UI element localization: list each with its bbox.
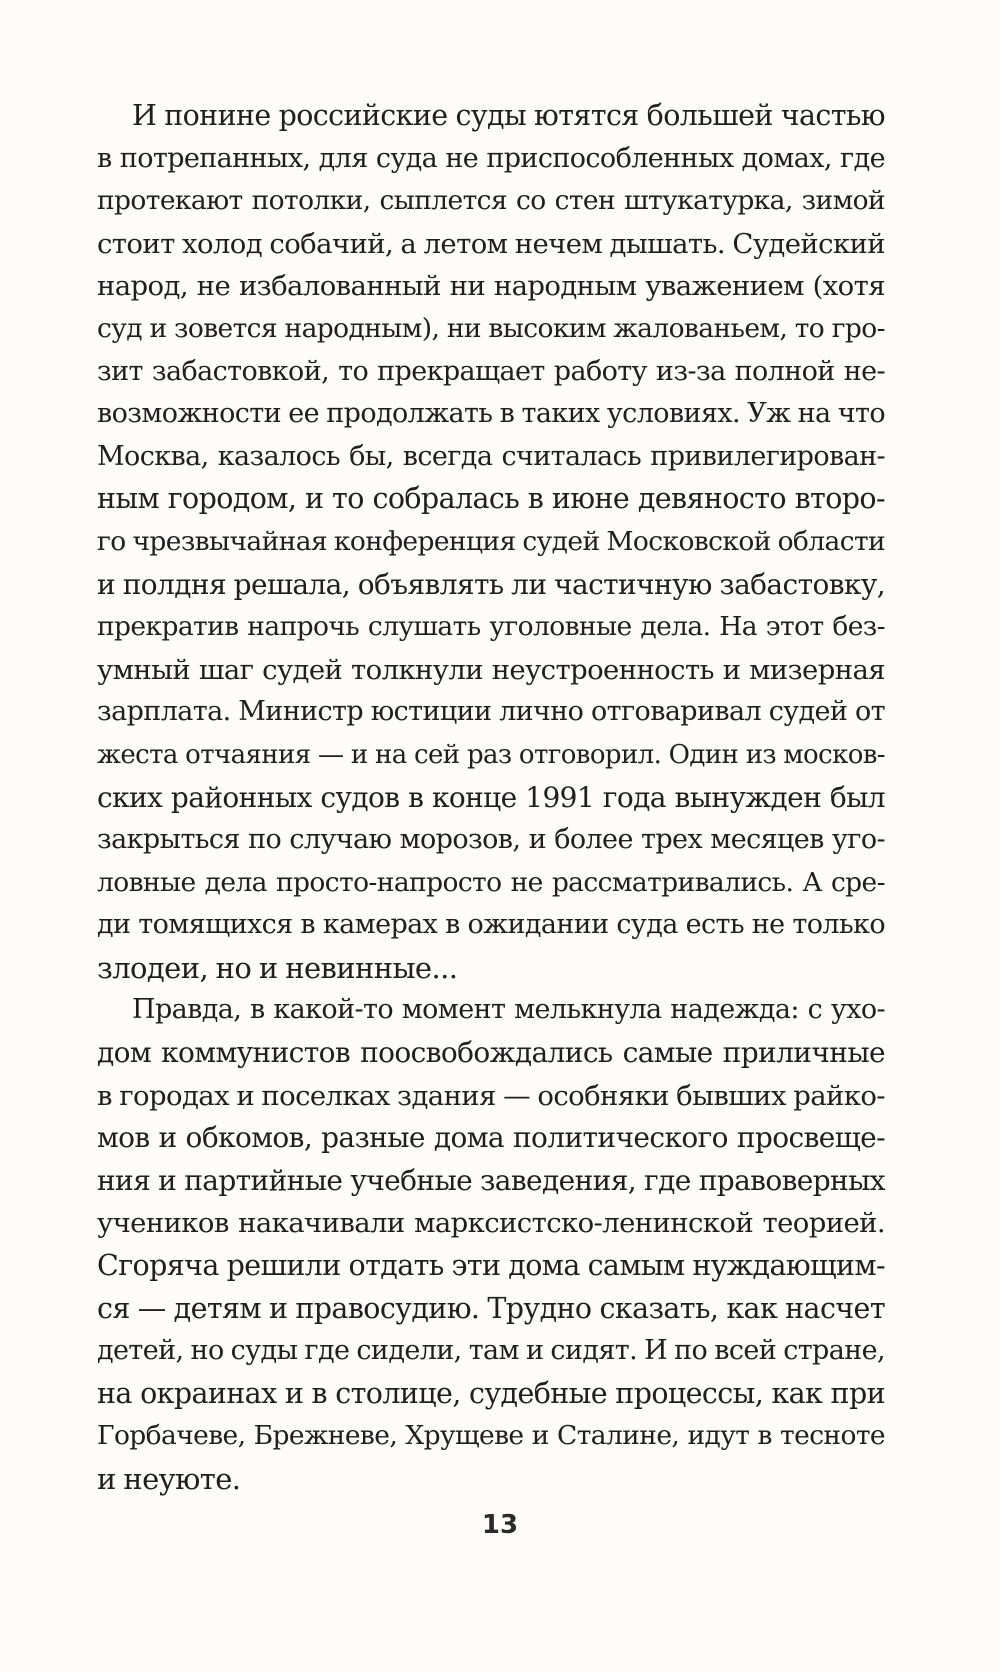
- text-line: умный шаг судей толкнули неустроенность и мизерная: [97, 653, 885, 686]
- text-line: протекают потолки, сыплется со стен штукатурка, зимой: [97, 185, 885, 217]
- text-line: го чрезвычайная конференция судей Московской области: [97, 525, 886, 557]
- text-line: жеста отчаяния — и на сей раз отговорил. Один из москов-: [97, 739, 885, 770]
- text-line: ловные дела просто-напросто не рассматривались. А сре-: [97, 866, 885, 898]
- text-line: на окраинах и в столице, судебные процессы, как при: [97, 1376, 885, 1410]
- text-line: закрыться по случаю морозов, и более трех месяцев уго-: [97, 824, 885, 856]
- text-line: Москва, казалось бы, всегда считалась привилегирован-: [97, 440, 885, 472]
- text-line: народ, не избалованный ни народным уважением (хотя: [97, 270, 885, 303]
- text-line: в городах и поселках здания — особняки бывших райко-: [97, 1079, 885, 1112]
- text-line: стоит холод собачий, а летом нечем дышать. Судейский: [97, 227, 885, 260]
- text-line: Правда, в какой-то момент мелькнула надежда: с ухо-: [132, 994, 885, 1026]
- text-line: ния и партийные учебные заведения, где правоверных: [97, 1163, 885, 1197]
- text-line: прекратив напрочь слушать уголовные дела. На этот без-: [97, 611, 885, 643]
- text-line: ди томящихся в камерах в ожидании суда есть не только: [97, 909, 885, 941]
- text-line: Сгоряча решили отдать эти дома самым нуждающим-: [97, 1249, 885, 1283]
- text-line: детей, но суды где сидели, там и сидят. И по всей стране,: [97, 1335, 885, 1367]
- text-line: И понине российские суды ютятся большей частью: [132, 99, 885, 132]
- text-line: и неуюте.: [97, 1462, 241, 1496]
- page-number: 13: [481, 1510, 519, 1540]
- text-line: ся — детям и правосудию. Трудно сказать, как насчет: [97, 1291, 885, 1325]
- text-line: дом коммунистов поосвобождались самые приличные: [97, 1036, 885, 1070]
- text-line: возможности ее продолжать в таких условиях. Уж на что: [97, 398, 885, 430]
- body-text: [97, 95, 885, 1501]
- text-line: учеников накачивали марксистско-ленинской теорией.: [97, 1207, 885, 1240]
- text-line: Горбачеве, Брежневе, Хрущеве и Сталине, идут в тесноте: [97, 1420, 885, 1452]
- text-line: зарплата. Министр юстиции лично отговаривал судей от: [97, 696, 885, 728]
- text-line: в потрепанных, для суда не приспособленных домах, где: [97, 142, 885, 174]
- text-line: суд и зовется народным), ни высоким жалованьем, то гро-: [97, 312, 885, 344]
- text-line: зит забастовкой, то прекращает работу из-за полной не-: [97, 355, 885, 387]
- text-line: мов и обкомов, разные дома политического просвеще-: [97, 1121, 885, 1155]
- text-line: ских районных судов в конце 1991 года вынужден был: [97, 780, 885, 814]
- text-line: злодеи, но и невинные...: [97, 950, 458, 985]
- text-line: ным городом, и то собралась в июне девяносто второ-: [97, 482, 885, 516]
- text-line: и полдня решала, объявлять ли частичную забастовку,: [97, 567, 885, 601]
